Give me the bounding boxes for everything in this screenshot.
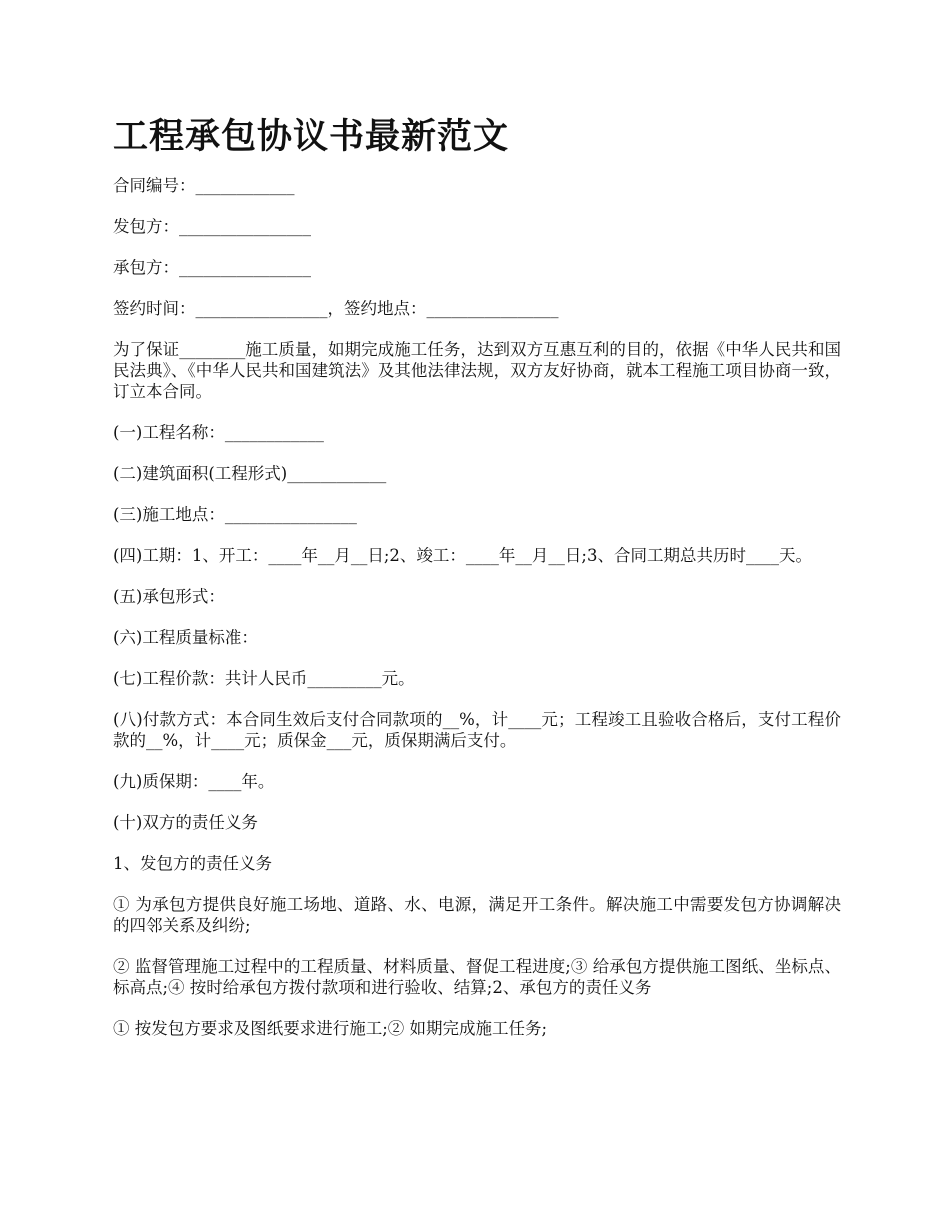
clause-project-name: (一)工程名称：____________: [113, 423, 324, 442]
employer-duty-1: ① 为承包方提供良好施工场地、道路、水、电源，满足开工条件。解决施工中需要发包方协调解决的四邻关系及纠纷;: [113, 895, 841, 935]
contractor-line: 承包方：________________: [113, 258, 311, 277]
preamble-paragraph: 为了保证________施工质量，如期完成施工任务，达到双方互惠互利的目的，依据《中华人民共和国民法典》、《中华人民共和国建筑法》及其他法律法规，双方友好协商，就本工程施工项目协商一致，订立本合同。: [113, 340, 841, 401]
employer-line: 发包方：________________: [113, 217, 311, 236]
clause-payment-method: (八)付款方式：本合同生效后支付合同款项的__%，计____元；工程竣工且验收合格后，支付工程价款的__%，计____元；质保金___元，质保期满后支付。: [113, 710, 841, 750]
clause-responsibilities-heading: (十)双方的责任义务: [113, 813, 258, 832]
document-page: [113, 112, 841, 1059]
document-title: 工程承包协议书最新范文: [113, 116, 510, 157]
employer-duty-2-4: ② 监督管理施工过程中的工程质量、材料质量、督促工程进度;③ 给承包方提供施工图纸、坐标点、标高点;④ 按时给承包方拨付款项和进行验收、结算;2、承包方的责任义务: [113, 957, 841, 997]
clause-warranty-period: (九)质保期：____年。: [113, 772, 275, 791]
clause-building-area: (二)建筑面积(工程形式)____________: [113, 464, 387, 483]
employer-responsibilities-heading: 1、发包方的责任义务: [113, 854, 272, 873]
clause-schedule: (四)工期：1、开工：____年__月__日;2、竣工：____年__月__日;3、合同工期总共历时____天。: [113, 546, 812, 565]
clause-quality-standard: (六)工程质量标准：: [113, 628, 258, 647]
contractor-duty-1-2: ① 按发包方要求及图纸要求进行施工;② 如期完成施工任务;: [113, 1019, 548, 1038]
contract-number-line: 合同编号：____________: [113, 176, 295, 195]
clause-contract-form: (五)承包形式：: [113, 587, 225, 606]
clause-project-price: (七)工程价款：共计人民币_________元。: [113, 669, 415, 688]
signing-time-place-line: 签约时间：________________，签约地点：________________: [113, 299, 559, 318]
clause-construction-site: (三)施工地点：________________: [113, 505, 357, 524]
